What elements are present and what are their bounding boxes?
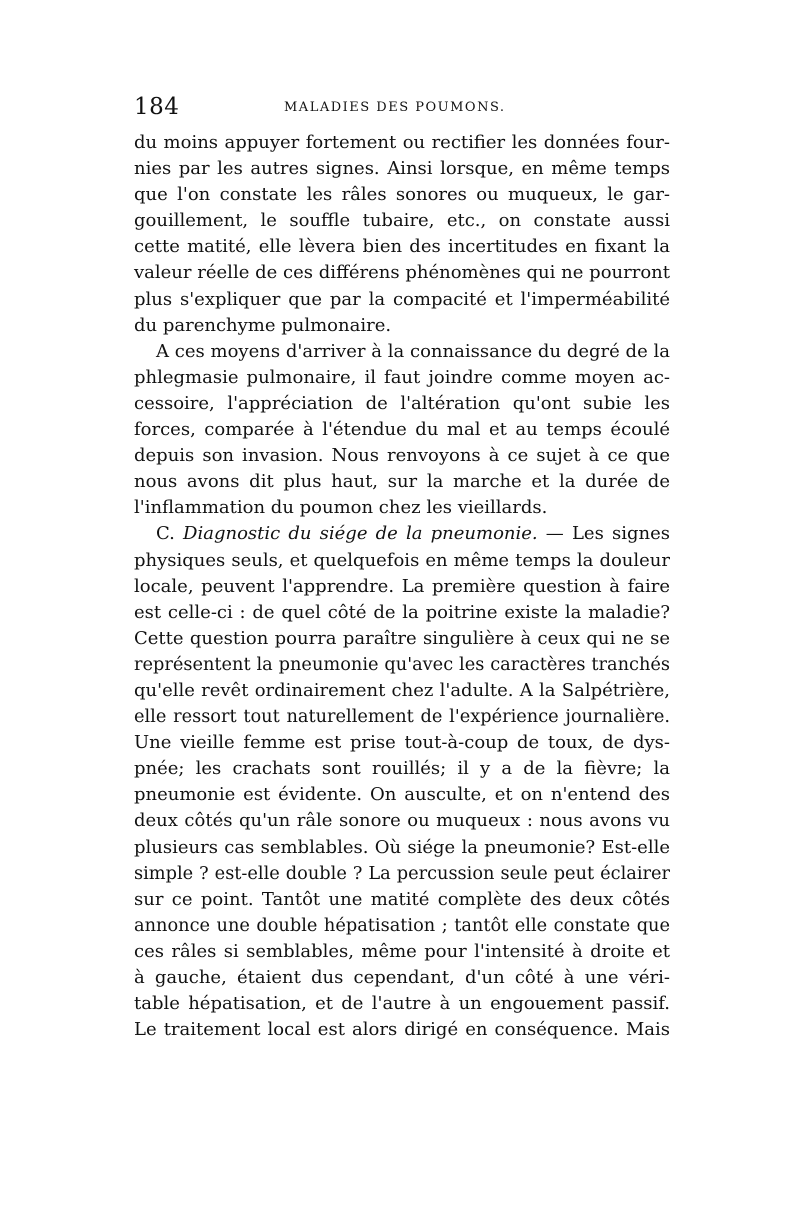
text-line: gouillement, le souffle tubaire, etc., on constate aussi [134, 210, 670, 232]
text-line: forces, comparée à l'étendue du mal et au temps écoulé [134, 419, 670, 441]
text-line: pnée; les crachats sont rouillés; il y a de la fièvre; la [134, 758, 670, 780]
text-line: nies par les autres signes. Ainsi lorsque, en même temps [134, 158, 670, 180]
text-line: Cette question pourra paraître singulière à ceux qui ne se [134, 627, 670, 649]
text-line: phlegmasie pulmonaire, il faut joindre comme moyen ac- [134, 366, 670, 388]
text-line: que l'on constate les râles sonores ou muqueux, le gar- [134, 184, 670, 206]
text-line: du moins appuyer fortement ou rectifier les données four- [134, 132, 670, 153]
section-label: C. [156, 523, 175, 545]
text-line: est celle-ci : de quel côté de la poitrine existe la maladie? [134, 601, 670, 623]
page-header [134, 94, 674, 124]
text-line: ces râles si semblables, même pour l'intensité à droite et [134, 940, 670, 962]
text-line: représentent la pneumonie qu'avec les caractères tranchés [134, 654, 670, 675]
paragraph-end-line: l'inflammation du poumon chez les vieillards. [134, 497, 548, 519]
text-line: deux côtés qu'un râle sonore ou muqueux : nous avons vu [134, 810, 670, 832]
text-line: cessoire, l'appréciation de l'altération qu'ont subie les [134, 392, 670, 414]
text-line: pneumonie est évidente. On ausculte, et on n'entend des [134, 784, 670, 806]
page-number: 184 [134, 94, 180, 120]
text-line: simple ? est-elle double ? La percussion seule peut éclairer [134, 863, 670, 884]
paragraph-start-line: A ces moyens d'arriver à la connaissance du degré de la [156, 340, 670, 362]
section-heading-line [134, 521, 670, 547]
text-line: physiques seuls, et quelquefois en même temps la douleur [134, 549, 670, 571]
text-line: Une vieille femme est prise tout-à-coup de toux, de dys- [134, 732, 670, 754]
text-line: depuis son invasion. Nous renvoyons à ce sujet à ce que [134, 445, 670, 467]
running-title: MALADIES DES POUMONS. [284, 100, 506, 115]
text-line: qu'elle revêt ordinairement chez l'adulte. A la Salpétrière, [134, 679, 670, 701]
text-line: locale, peuvent l'apprendre. La première question à faire [134, 575, 670, 597]
text-line: plusieurs cas semblables. Où siége la pneumonie? Est-elle [134, 836, 670, 858]
section-title: Diagnostic du siége de la pneumonie. [183, 523, 538, 545]
text-line: elle ressort tout naturellement de l'expérience journalière. [134, 707, 670, 728]
text-line: à gauche, étaient dus cependant, d'un côté à une véri- [134, 967, 670, 988]
text-line: cette matité, elle lèvera bien des incertitudes en fixant la [134, 236, 670, 258]
text-line: annonce une double hépatisation ; tantôt elle constate que [134, 915, 670, 936]
text-line: Le traitement local est alors dirigé en conséquence. Mais [134, 1019, 670, 1041]
body-text [134, 130, 670, 1043]
text-line: plus s'expliquer que par la compacité et l'imperméabilité [134, 288, 670, 310]
text-line: nous avons dit plus haut, sur la marche et la durée de [134, 471, 670, 493]
section-line-rest: — Les signes [537, 523, 670, 545]
text-line: sur ce point. Tantôt une matité complète des deux côtés [134, 888, 670, 910]
text-line: valeur réelle de ces différens phénomènes qui ne pourront [134, 262, 670, 284]
text-line: table hépatisation, et de l'autre à un engouement passif. [134, 993, 670, 1015]
paragraph-end-line: du parenchyme pulmonaire. [134, 314, 392, 336]
